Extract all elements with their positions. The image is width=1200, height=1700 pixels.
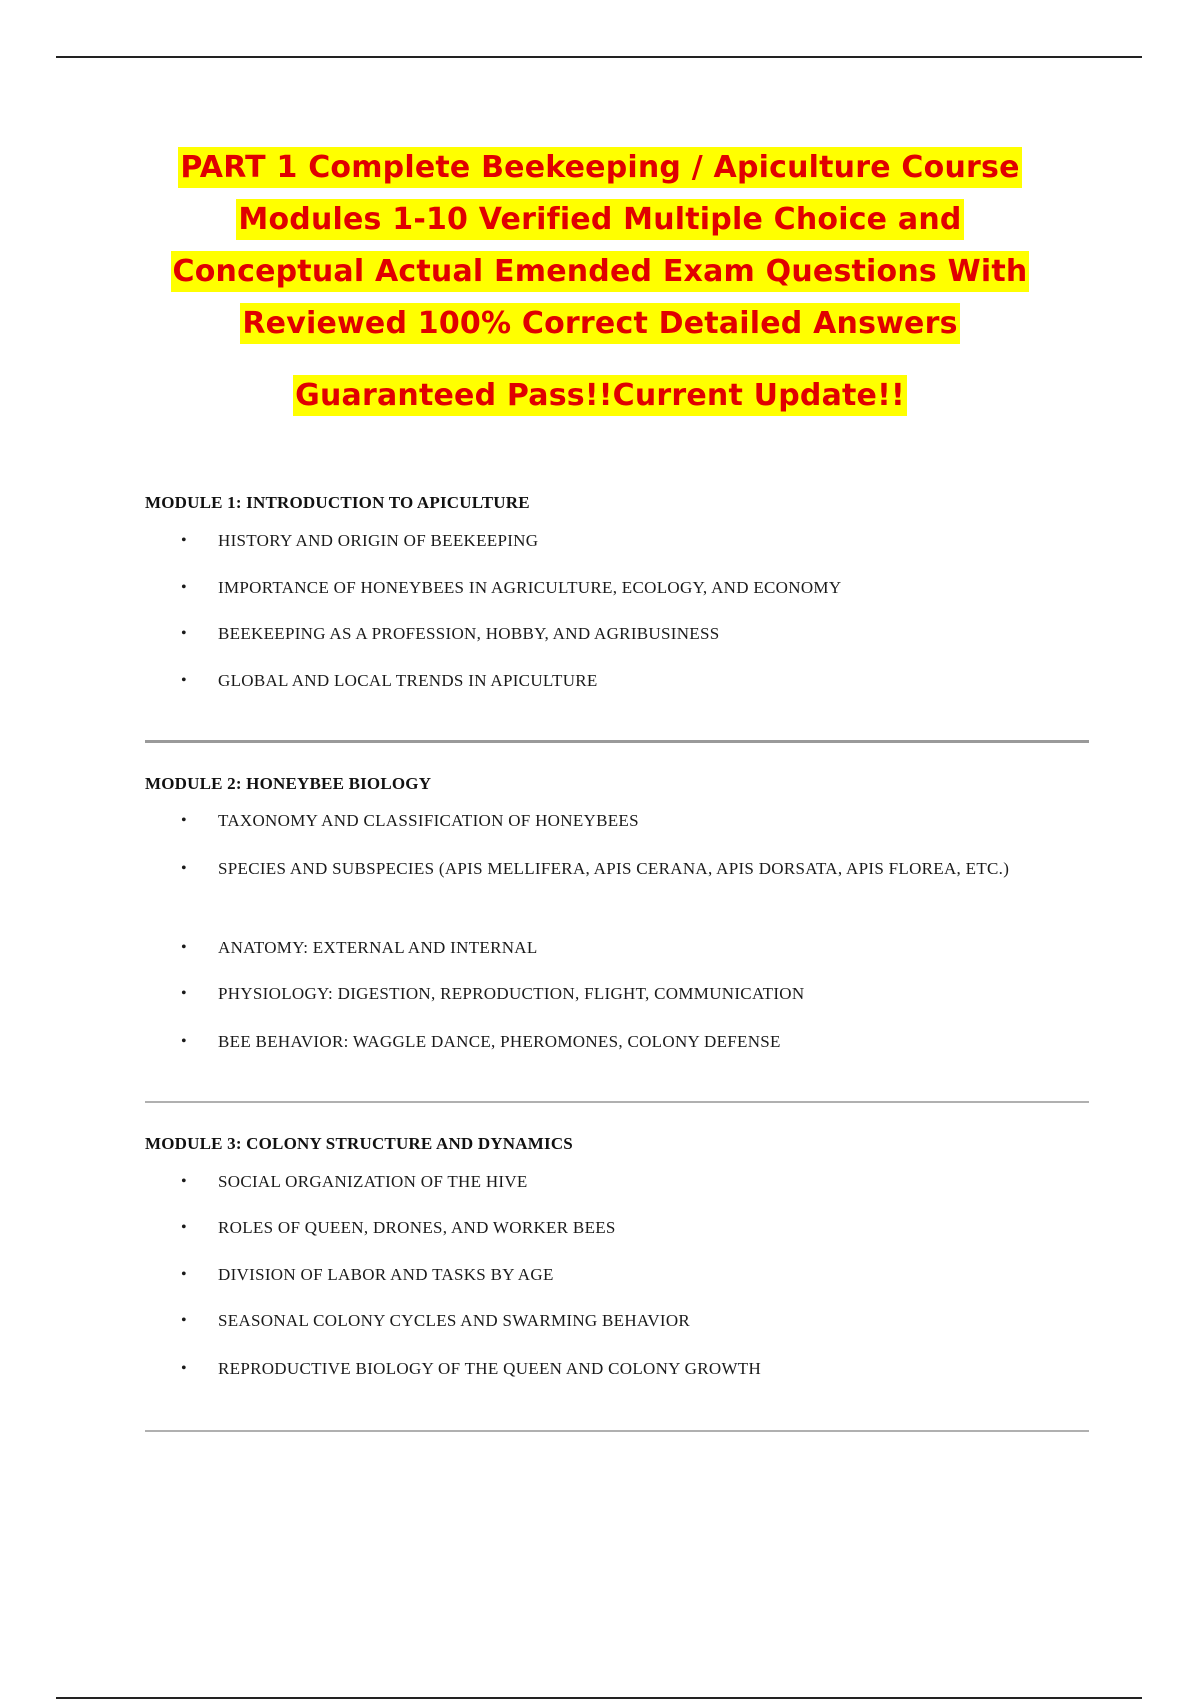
bullet-icon: • xyxy=(181,1219,187,1236)
list-item: • REPRODUCTIVE BIOLOGY OF THE QUEEN AND COLONY GROWTH xyxy=(145,1354,1089,1384)
module-1-list xyxy=(145,526,1089,696)
bullet-icon: • xyxy=(181,939,187,956)
page-top-rule xyxy=(56,56,1142,58)
list-item: • SPECIES AND SUBSPECIES (APIS MELLIFERA, APIS CERANA, APIS DORSATA, APIS FLOREA, ETC.) xyxy=(145,854,1089,933)
bullet-icon: • xyxy=(181,812,187,829)
module-2-heading: MODULE 2: HONEYBEE BIOLOGY xyxy=(145,774,432,793)
bullet-icon: • xyxy=(181,672,187,689)
list-item: • ANATOMY: EXTERNAL AND INTERNAL xyxy=(145,933,1089,979)
bullet-icon: • xyxy=(181,1266,187,1283)
module-3-list xyxy=(145,1167,1089,1384)
page-bottom-rule xyxy=(56,1697,1142,1699)
title-line-4: Reviewed 100% Correct Detailed Answers xyxy=(0,302,1200,354)
title-line-1: PART 1 Complete Beekeeping / Apiculture Course xyxy=(0,146,1200,198)
document-subtitle: Guaranteed Pass!!Current Update!! xyxy=(0,374,1200,418)
list-item: • DIVISION OF LABOR AND TASKS BY AGE xyxy=(145,1260,1089,1306)
bullet-icon: • xyxy=(181,1173,187,1190)
bullet-icon: • xyxy=(181,985,187,1002)
bullet-icon: • xyxy=(181,860,187,877)
list-item: • SOCIAL ORGANIZATION OF THE HIVE xyxy=(145,1167,1089,1213)
list-item: • BEE BEHAVIOR: WAGGLE DANCE, PHEROMONES, COLONY DEFENSE xyxy=(145,1027,1089,1057)
section-divider-2 xyxy=(145,1101,1089,1103)
module-3-heading: MODULE 3: COLONY STRUCTURE AND DYNAMICS xyxy=(145,1134,573,1153)
module-1-heading: MODULE 1: INTRODUCTION TO APICULTURE xyxy=(145,493,530,512)
list-item: • ROLES OF QUEEN, DRONES, AND WORKER BEES xyxy=(145,1213,1089,1260)
title-line-3: Conceptual Actual Emended Exam Questions With xyxy=(0,250,1200,302)
module-1-section xyxy=(145,491,1089,696)
list-item: • BEEKEEPING AS A PROFESSION, HOBBY, AND AGRIBUSINESS xyxy=(145,619,1089,666)
document-title xyxy=(0,146,1200,354)
list-item: • HISTORY AND ORIGIN OF BEEKEEPING xyxy=(145,526,1089,573)
list-item: • SEASONAL COLONY CYCLES AND SWARMING BEHAVIOR xyxy=(145,1306,1089,1354)
module-2-list xyxy=(145,806,1089,1057)
bullet-icon: • xyxy=(181,579,187,596)
bullet-icon: • xyxy=(181,1312,187,1329)
list-item: • TAXONOMY AND CLASSIFICATION OF HONEYBEES xyxy=(145,806,1089,854)
list-item: • PHYSIOLOGY: DIGESTION, REPRODUCTION, FLIGHT, COMMUNICATION xyxy=(145,979,1089,1027)
title-line-2: Modules 1-10 Verified Multiple Choice and xyxy=(0,198,1200,250)
bullet-icon: • xyxy=(181,1360,187,1377)
list-item: • GLOBAL AND LOCAL TRENDS IN APICULTURE xyxy=(145,666,1089,696)
bullet-icon: • xyxy=(181,532,187,549)
section-divider-3 xyxy=(145,1430,1089,1432)
bullet-icon: • xyxy=(181,1033,187,1050)
module-3-section xyxy=(145,1132,1089,1384)
bullet-icon: • xyxy=(181,625,187,642)
module-2-section xyxy=(145,772,1089,1057)
list-item: • IMPORTANCE OF HONEYBEES IN AGRICULTURE, ECOLOGY, AND ECONOMY xyxy=(145,573,1089,619)
section-divider-1 xyxy=(145,740,1089,743)
